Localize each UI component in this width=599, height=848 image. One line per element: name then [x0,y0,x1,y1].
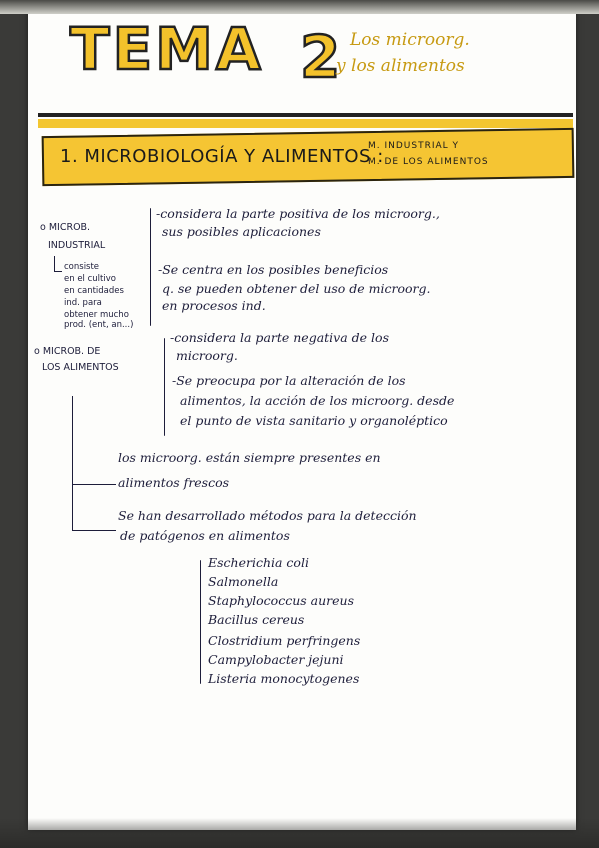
section-title: 1. MICROBIOLOGÍA Y ALIMENTOS : [60,146,384,167]
photo-shadow-bottom [0,818,599,848]
header-rule-dark [38,113,573,117]
extra-note-3: Se han desarrollado métodos para la detección [118,508,417,523]
alimentos-point-5: el punto de vista sanitario y organoléptico [180,413,448,428]
consiste-line-1: consiste [64,262,100,272]
consiste-line-6: prod. (ent, an...) [64,320,134,330]
alimentos-brace [164,338,165,436]
pathogen-item: Clostridium perfringens [208,633,361,648]
subtitle-line-2: y los alimentos [336,56,465,76]
alimentos-label-2: LOS ALIMENTOS [42,362,119,373]
consiste-tick [54,271,62,272]
pathogen-item: Campylobacter jejuni [208,652,344,667]
section-subtitle-2: M. DE LOS ALIMENTOS [368,157,489,167]
subtitle-line-1: Los microorg. [350,30,470,50]
tree-connector [72,396,73,530]
consiste-line-3: en cantidades [64,286,124,296]
tree-branch-2 [72,530,116,531]
extra-note-2: alimentos frescos [118,475,230,490]
alimentos-point-1: -considera la parte negativa de los [170,330,389,345]
tema-heading: TEMA [70,15,264,83]
industrial-label-2: INDUSTRIAL [48,240,106,251]
pathogens-bracket [200,560,201,684]
pathogen-item: Listeria monocytogenes [208,671,360,686]
header-rule-yellow [38,119,573,128]
industrial-point-1: -considera la parte positiva de los microorg., [156,206,440,221]
consiste-line-4: ind. para [64,298,102,308]
pathogen-item: Bacillus cereus [208,612,305,627]
alimentos-label-1: o MICROB. DE [34,346,101,357]
tema-number: 2 [300,23,341,91]
alimentos-point-4: alimentos, la acción de los microorg. desde [180,393,455,408]
extra-note-1: los microorg. están siempre presentes en [118,450,381,465]
extra-note-4: de patógenos en alimentos [120,528,290,543]
alimentos-point-3: -Se preocupa por la alteración de los [172,373,406,388]
pathogen-item: Staphylococcus aureus [208,593,354,608]
pathogen-item: Escherichia coli [208,555,309,570]
pathogen-item: Salmonella [208,574,279,589]
industrial-point-4: q. se pueden obtener del uso de microorg. [162,281,431,296]
section-subtitle-1: M. INDUSTRIAL Y [368,141,460,151]
industrial-point-2: sus posibles aplicaciones [162,224,321,239]
notebook-page [28,0,576,830]
alimentos-point-2: microorg. [176,348,238,363]
consiste-line-5: obtener mucho [64,310,129,320]
industrial-point-5: en procesos ind. [162,298,266,313]
tree-branch-1 [72,484,116,485]
consiste-line-2: en el cultivo [64,274,116,284]
industrial-label-1: o MICROB. [40,222,91,233]
industrial-brace [150,208,151,326]
photo-shadow-top [0,0,599,14]
industrial-point-3: -Se centra en los posibles beneficios [158,262,389,277]
consiste-bracket [54,256,55,272]
